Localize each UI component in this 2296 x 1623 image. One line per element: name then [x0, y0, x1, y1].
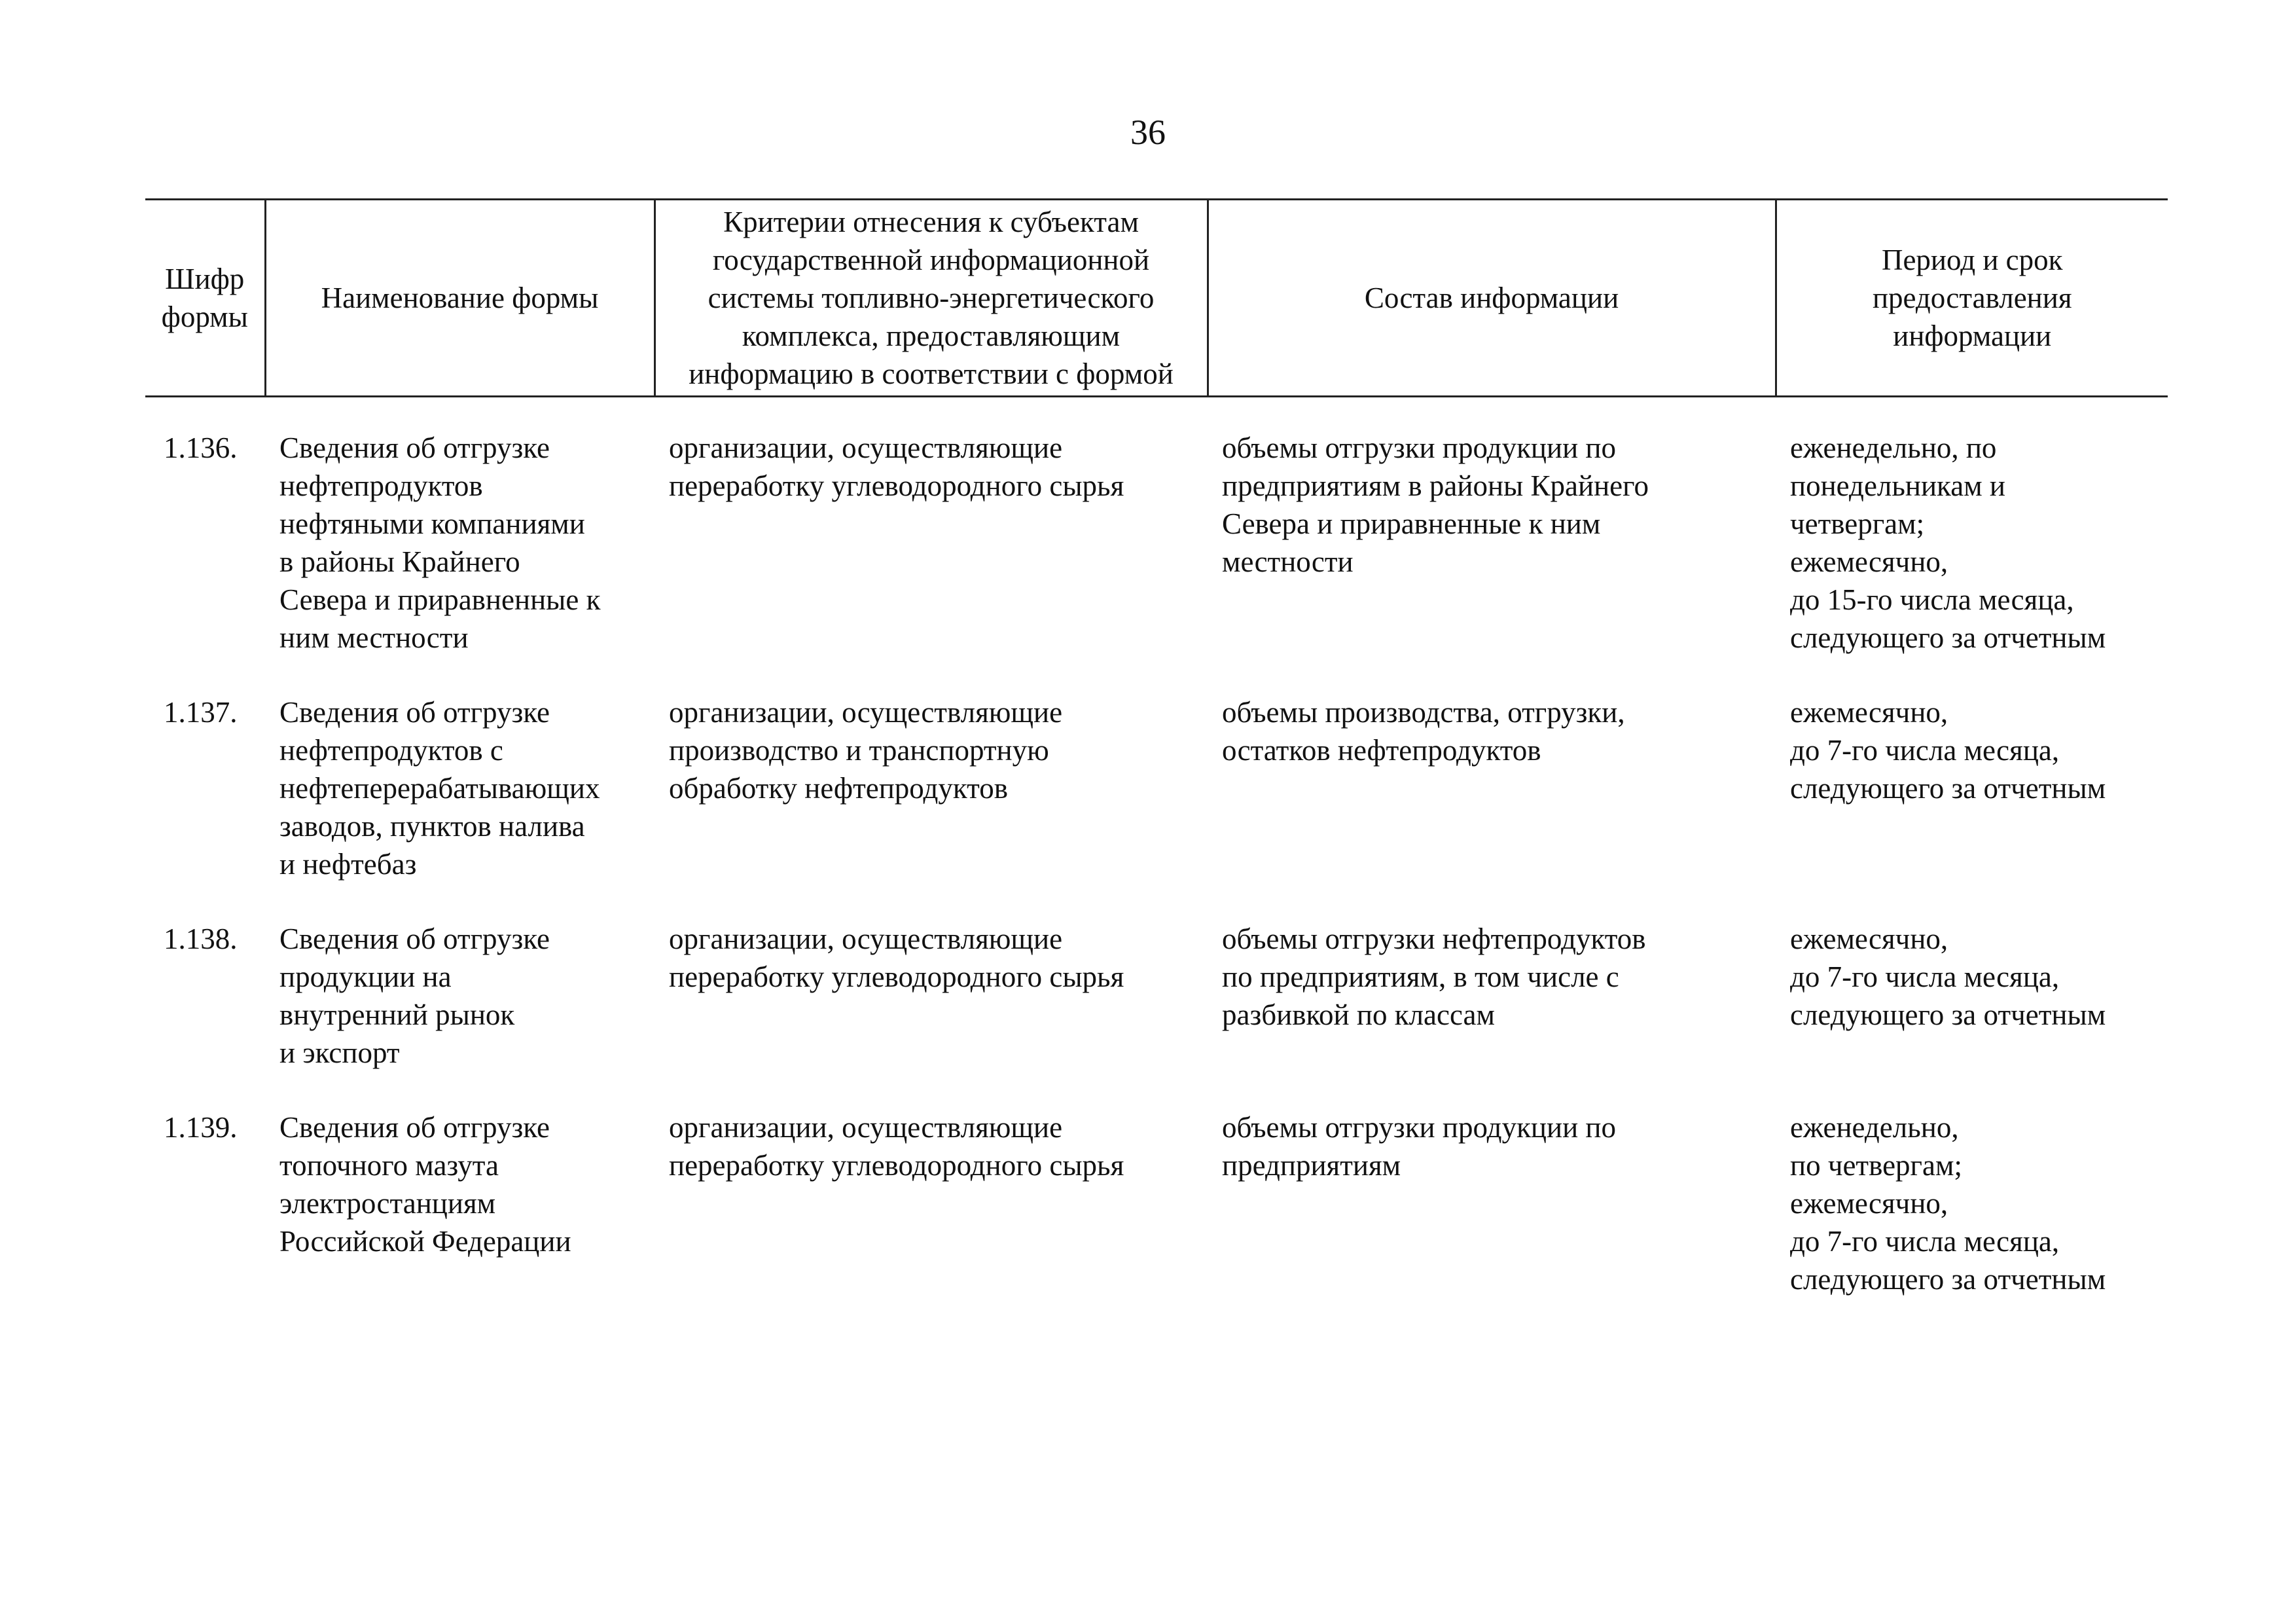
row-information-content: объемы отгрузки продукции по предприятиям [1222, 1111, 1617, 1182]
forms-table [145, 198, 2168, 1298]
page-number: 36 [1130, 113, 1166, 152]
row-criteria: организации, осуществляющие переработку углеводородного сырья [669, 922, 1124, 993]
header-form-code: Шифр формы [145, 200, 265, 397]
table-row [145, 657, 2168, 883]
row-form-name: Сведения об отгрузке нефтепродуктов с нефтеперерабатывающих заводов, пунктов налива и нефтебаз [279, 696, 600, 881]
row-information-content: объемы отгрузки продукции по предприятиям в районы Крайнего Севера и приравненные к ним местности [1222, 431, 1649, 578]
row-information-content: объемы производства, отгрузки, остатков нефтепродуктов [1222, 696, 1625, 767]
row-form-name: Сведения об отгрузке продукции на внутренний рынок и экспорт [279, 922, 550, 1069]
row-period: еженедельно, по понедельникам и четвергам; ежемесячно, до 15-го числа месяца, следующего за отчетным [1790, 431, 2106, 654]
row-form-name: Сведения об отгрузке нефтепродуктов нефтяными компаниями в районы Крайнего Севера и приравненные к ним местности [279, 431, 601, 654]
row-information-content: объемы отгрузки нефтепродуктов по предприятиям, в том числе с разбивкой по классам [1222, 922, 1646, 1031]
row-code: 1.136. [164, 431, 238, 464]
row-code: 1.139. [164, 1111, 238, 1144]
header-criteria: Критерии отнесения к субъектам государственной информационной системы топливно-энергетического комплекса, предоставляющим информацию в соответствии с формой [655, 200, 1208, 397]
table-row [145, 1072, 2168, 1298]
table-row [145, 397, 2168, 657]
row-period: ежемесячно, до 7-го числа месяца, следующего за отчетным [1790, 922, 2106, 1031]
row-period: ежемесячно, до 7-го числа месяца, следующего за отчетным [1790, 696, 2106, 805]
table-header-row [145, 200, 2168, 397]
header-information-content: Состав информации [1208, 200, 1776, 397]
table-row [145, 883, 2168, 1072]
row-form-name: Сведения об отгрузке топочного мазута электростанциям Российской Федерации [279, 1111, 571, 1258]
row-code: 1.138. [164, 922, 238, 955]
row-criteria: организации, осуществляющие переработку углеводородного сырья [669, 431, 1124, 502]
header-form-name: Наименование формы [265, 200, 655, 397]
row-code: 1.137. [164, 696, 238, 729]
row-criteria: организации, осуществляющие переработку углеводородного сырья [669, 1111, 1124, 1182]
header-period: Период и срок предоставления информации [1776, 200, 2168, 397]
row-criteria: организации, осуществляющие производство и транспортную обработку нефтепродуктов [669, 696, 1063, 805]
row-period: еженедельно, по четвергам; ежемесячно, до 7-го числа месяца, следующего за отчетным [1790, 1111, 2106, 1296]
